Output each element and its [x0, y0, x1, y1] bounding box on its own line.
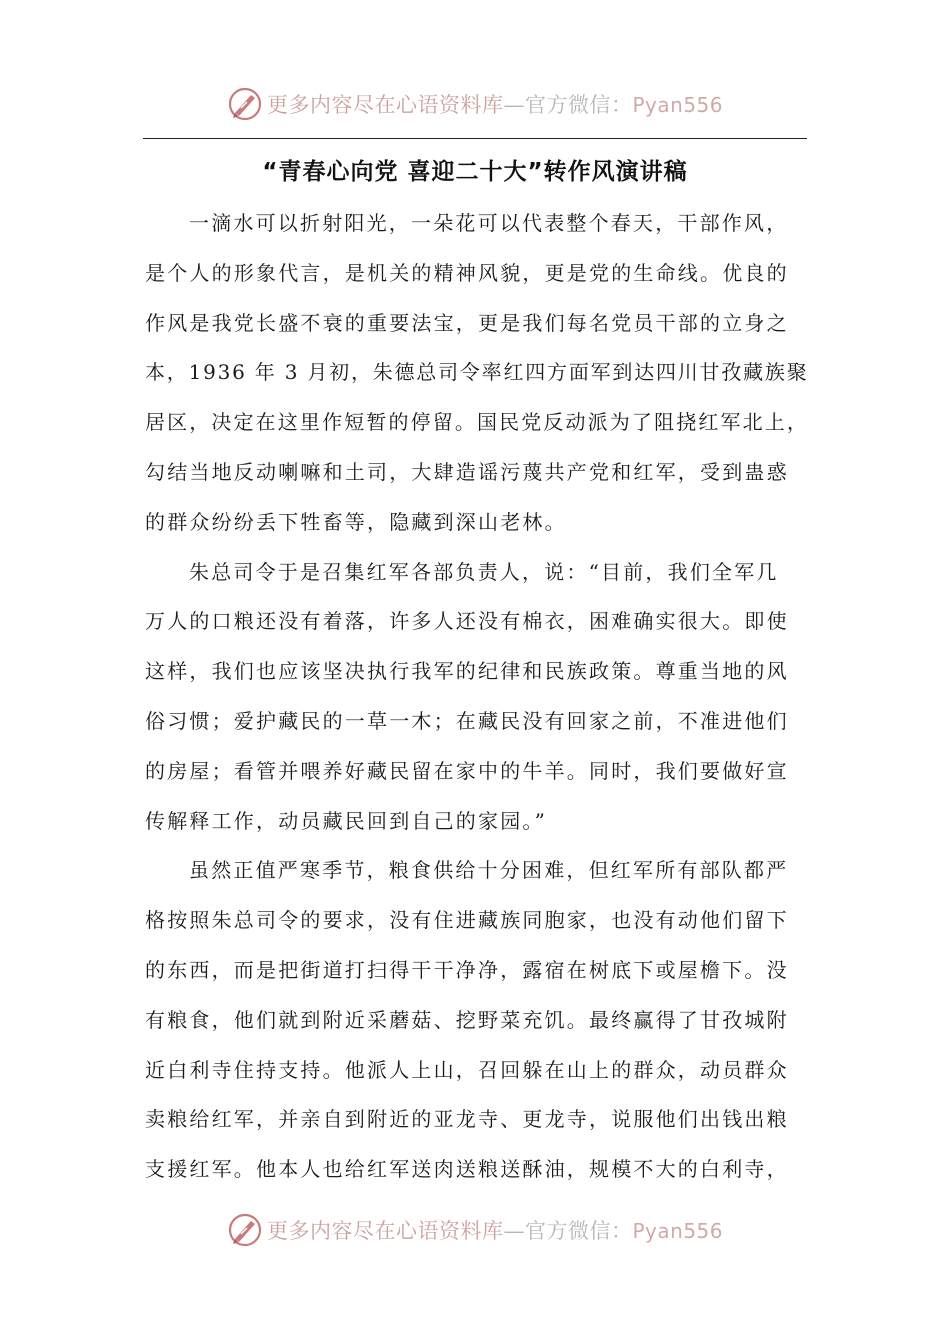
paragraph-line: 支援红军。他本人也给红军送肉送粮送酥油，规模不大的白利寺，: [145, 1157, 789, 1182]
paragraph-line: 万人的口粮还没有着落，许多人还没有棉衣，困难确实很大。即使: [145, 609, 789, 634]
paragraph-line: 卖粮给红军，并亲自到附近的亚龙寺、更龙寺，说服他们出钱出粮: [145, 1107, 789, 1132]
document-title: “青春心向党 喜迎二十大”转作风演讲稿: [262, 159, 688, 185]
paragraph-line: 近白利寺住持支持。他派人上山，召回躲在山上的群众，动员群众: [145, 1057, 789, 1082]
document-body: [145, 199, 809, 1195]
paragraph-line: 本，1936 年 3 月初，朱德总司令率红四方面军到达四川甘孜藏族聚: [145, 360, 809, 385]
paragraph-line: 朱总司令于是召集红军各部负责人，说：“目前，我们全军几: [189, 559, 779, 584]
paragraph-line: 这样，我们也应该坚决执行我军的纪律和民族政策。尊重当地的风: [145, 659, 789, 684]
banner-text: 更多内容尽在心语资料库—官方微信：Pyan556: [266, 1219, 723, 1243]
paragraph-line: 有粮食，他们就到附近采蘑菇、挖野菜充饥。最终赢得了甘孜城附: [145, 1007, 789, 1032]
pen-logo-icon: [227, 1212, 263, 1248]
paragraph-line: 作风是我党长盛不衰的重要法宝，更是我们每名党员干部的立身之: [145, 310, 789, 335]
paragraph-line: 俗习惯；爱护藏民的一草一木；在藏民没有回家之前，不准进他们: [145, 708, 789, 733]
paragraph-line: 勾结当地反动喇嘛和土司，大肆造谣污蔑共产党和红军，受到蛊惑: [145, 459, 789, 484]
paragraph-line: 虽然正值严寒季节，粮食供给十分困难，但红军所有部队都严: [189, 858, 789, 883]
pen-logo-icon: [227, 86, 263, 122]
footer-banner: [0, 1208, 950, 1252]
header-banner: [0, 82, 950, 126]
banner-text: 更多内容尽在心语资料库—官方微信：Pyan556: [266, 93, 723, 117]
paragraph-line: 是个人的形象代言，是机关的精神风貌，更是党的生命线。优良的: [145, 260, 789, 285]
paragraph-line: 格按照朱总司令的要求，没有住进藏族同胞家，也没有动他们留下: [145, 908, 789, 933]
header-divider: [143, 138, 807, 139]
paragraph-line: 的东西，而是把街道打扫得干干净净，露宿在树底下或屋檐下。没: [145, 957, 789, 982]
paragraph-line: 居区，决定在这里作短暂的停留。国民党反动派为了阻挠红军北上，: [145, 410, 809, 435]
paragraph-line: 传解释工作，动员藏民回到自己的家园。”: [145, 808, 548, 833]
paragraph-line: 的群众纷纷丢下牲畜等，隐藏到深山老林。: [145, 509, 567, 534]
paragraph-line: 的房屋；看管并喂养好藏民留在家中的牛羊。同时，我们要做好宣: [145, 758, 789, 783]
paragraph-line: 一滴水可以折射阳光，一朵花可以代表整个春天，干部作风，: [189, 211, 789, 235]
